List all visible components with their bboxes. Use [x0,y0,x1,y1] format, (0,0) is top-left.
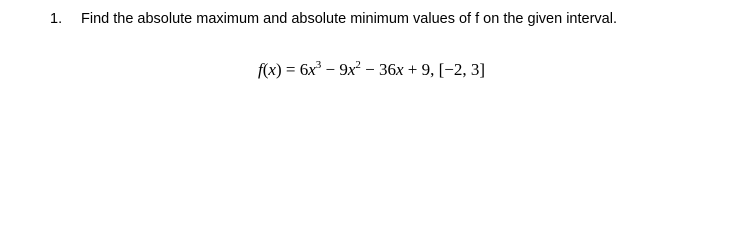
function-name: f [258,60,263,79]
equation-lparen: ( [262,60,269,79]
function-equation [258,58,485,84]
equation-term-x-cubed: x [308,60,316,79]
equation-term-x-linear: x [395,60,404,79]
exponent-squared: 2 [355,59,361,71]
problem-number: 1. [50,11,63,27]
interval: [−2, 3] [438,60,486,79]
equation-minus-36: − 36 [360,60,396,79]
equation-plus-9: + 9, [403,60,439,79]
equation-variable: x [268,60,276,79]
problem-prompt: Find the absolute maximum and absolute minimum values of f on the given interval. [81,11,617,27]
exponent-cubed: 3 [315,59,322,71]
equation-minus-9: − 9 [321,60,348,79]
equation-equals-coef: ) = 6 [275,60,309,79]
equation-term-x-squared: x [347,60,356,79]
